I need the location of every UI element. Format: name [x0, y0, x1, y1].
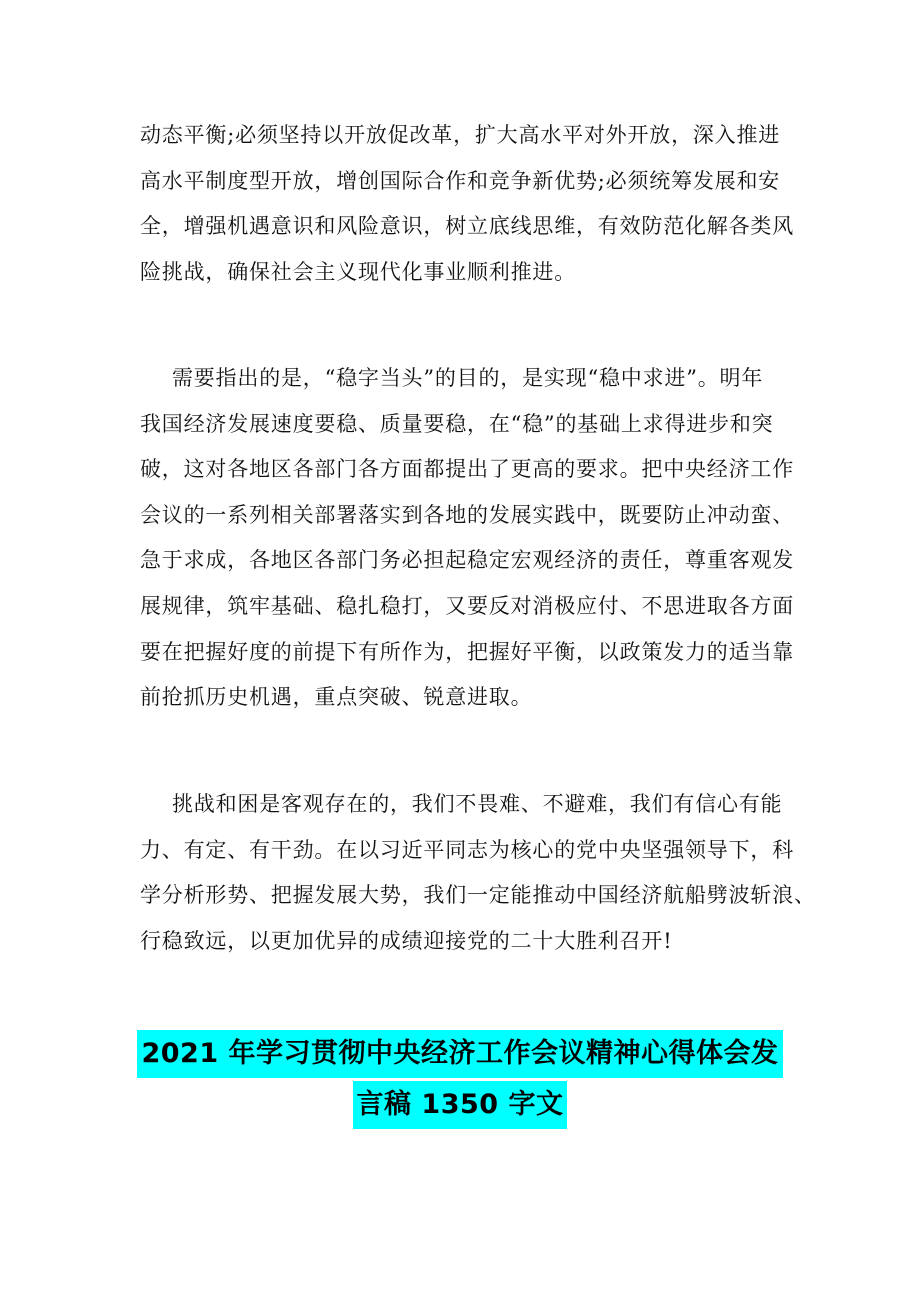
- paragraph-line: 急于求成，各地区各部门务必担起稳定宏观经济的责任，尊重客观发: [140, 548, 794, 573]
- section-heading: [0, 1030, 920, 1078]
- paragraph-line: 展规律，筑牢基础、稳扎稳打，又要反对消极应付、不思进取各方面: [140, 593, 794, 618]
- paragraph-line: 会议的一系列相关部署落实到各地的发展实践中，既要防止冲动蛮、: [140, 502, 794, 527]
- paragraph-1: [140, 113, 794, 295]
- paragraph-3: [140, 782, 816, 964]
- paragraph-line: 破，这对各地区各部门各方面都提出了更高的要求。把中央经济工作: [140, 457, 794, 482]
- paragraph-line: 学分析形势、把握发展大势，我们一定能推动中国经济航船劈波斩浪、: [140, 883, 816, 908]
- paragraph-line: 前抢抓历史机遇，重点突破、锐意进取。: [140, 685, 533, 710]
- heading-line-1: 2021 年学习贯彻中央经济工作会议精神心得体会发: [137, 1030, 782, 1078]
- paragraph-line: 挑战和困是客观存在的，我们不畏难、不避难，我们有信心有能: [172, 792, 783, 816]
- paragraph-line: 我国经济发展速度要稳、质量要稳，在“稳”的基础上求得进步和突: [140, 411, 774, 436]
- paragraph-line: 全，增强机遇意识和风险意识，树立底线思维，有效防范化解各类风: [140, 214, 794, 239]
- paragraph-line: 动态平衡;必须坚持以开放促改革，扩大高水平对外开放，深入推进: [140, 123, 781, 147]
- paragraph-line: 要在把握好度的前提下有所作为，把握好平衡，以政策发力的适当靠: [140, 639, 794, 664]
- paragraph-line: 险挑战，确保社会主义现代化事业顺利推进。: [140, 259, 576, 284]
- section-heading-continued: [0, 1081, 920, 1129]
- paragraph-line: 需要指出的是，“稳字当头”的目的，是实现“稳中求进”。明年: [172, 366, 764, 390]
- paragraph-line: 行稳致远，以更加优异的成绩迎接党的二十大胜利召开!: [140, 928, 673, 953]
- paragraph-2: [140, 356, 794, 721]
- paragraph-line: 力、有定、有干劲。在以习近平同志为核心的党中央坚强领导下，科: [140, 837, 794, 862]
- heading-line-2: 言稿 1350 字文: [353, 1081, 568, 1129]
- paragraph-line: 高水平制度型开放，增创国际合作和竞争新优势;必须统筹发展和安: [140, 168, 781, 193]
